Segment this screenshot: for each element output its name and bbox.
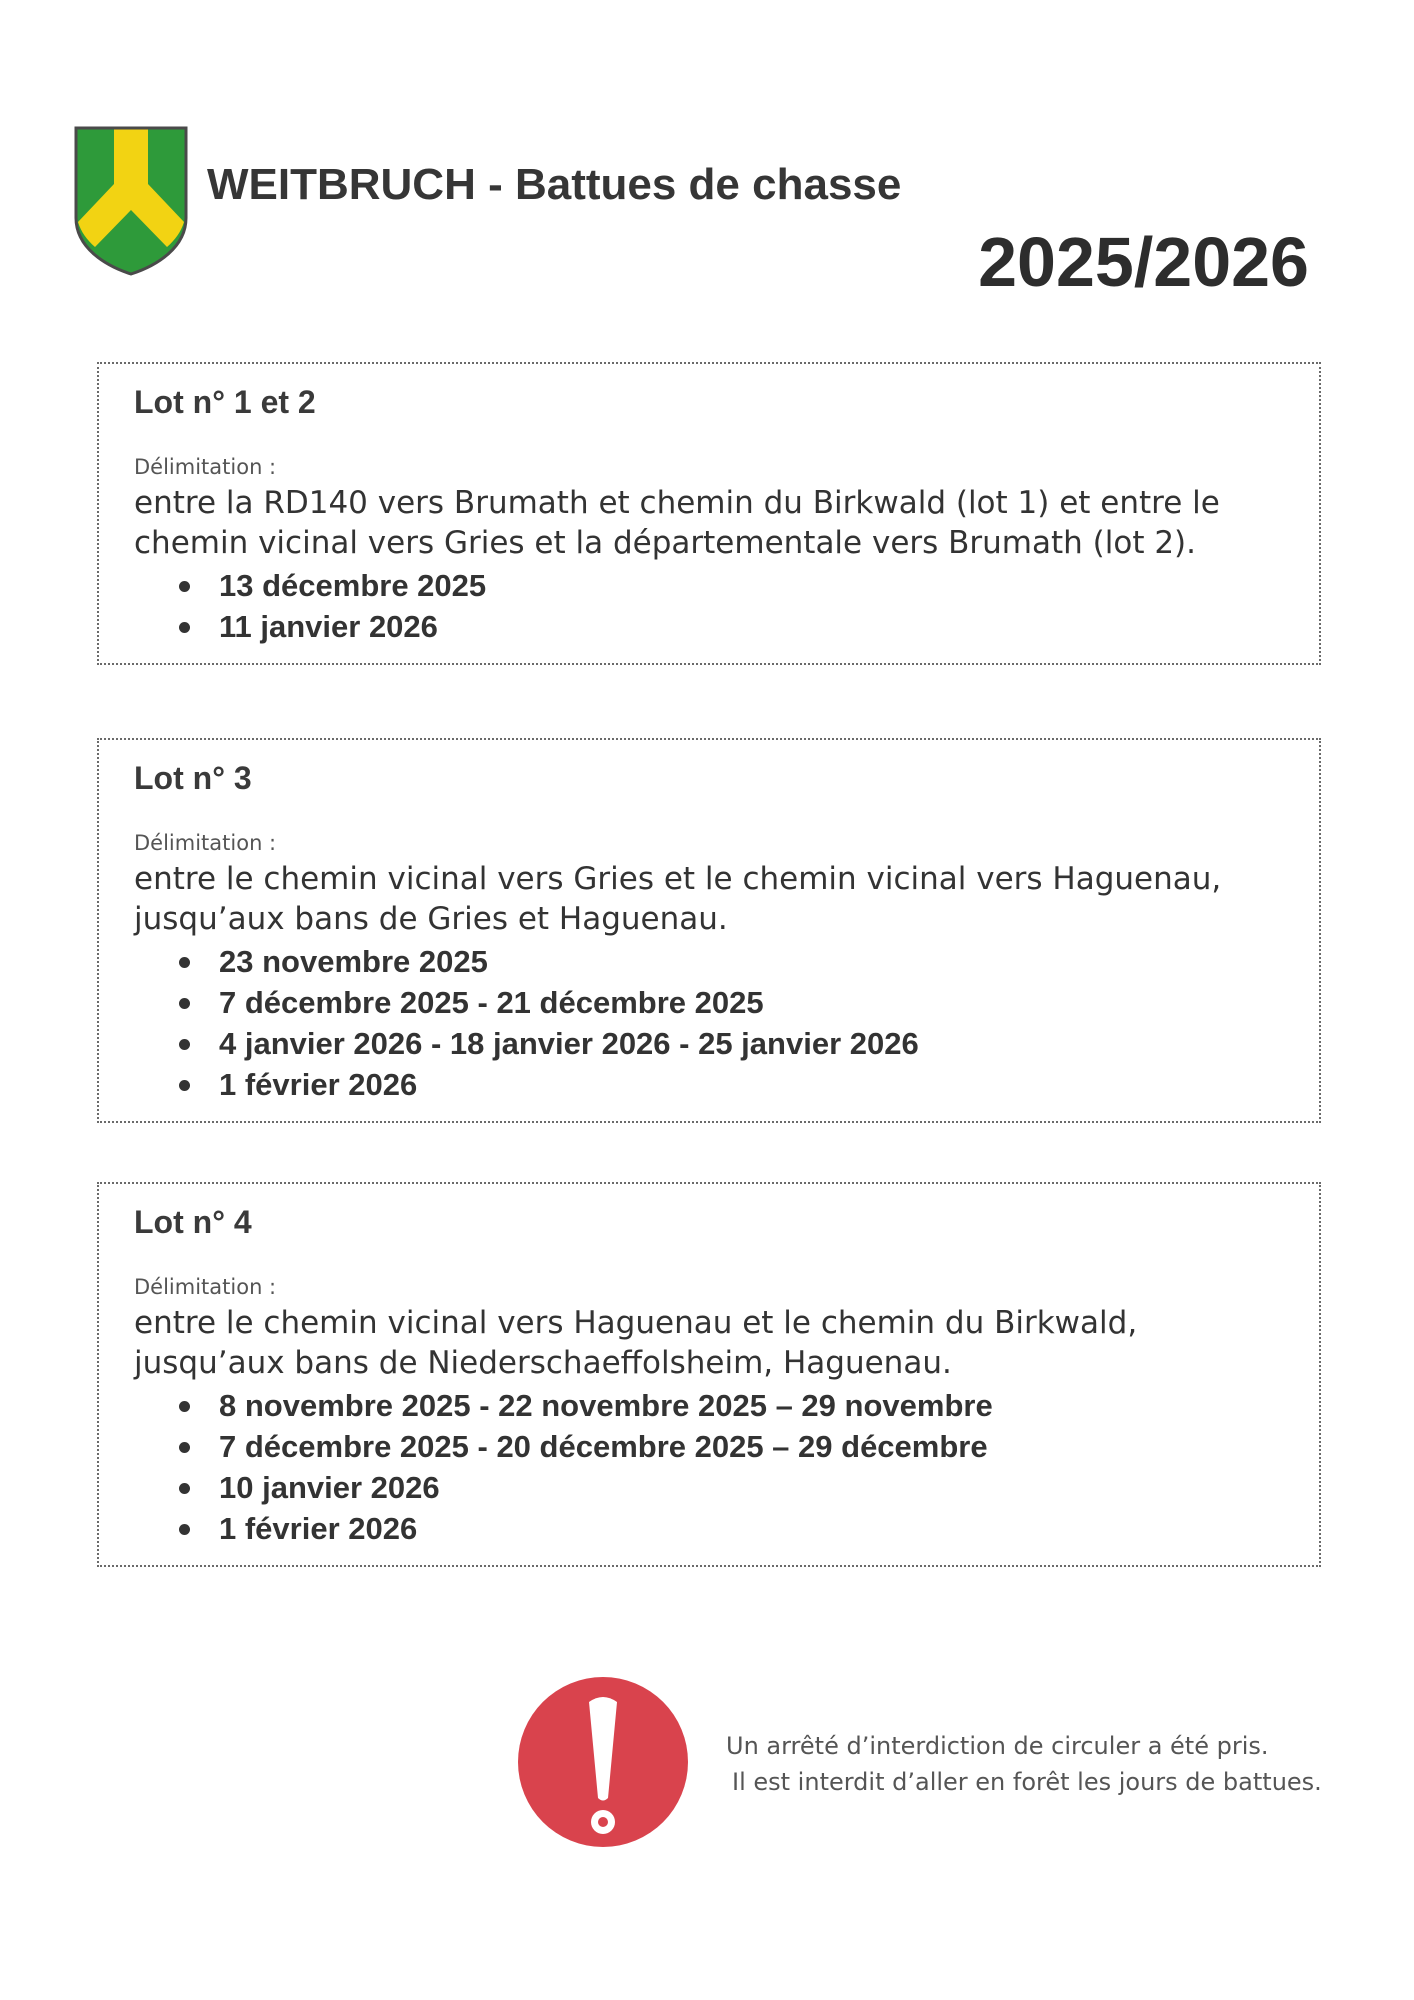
date-item: 7 décembre 2025 - 20 décembre 2025 – 29 décembre [134,1426,1289,1467]
date-item: 7 décembre 2025 - 21 décembre 2025 [134,982,1289,1023]
date-item: 1 février 2026 [134,1508,1289,1549]
delimitation-label: Délimitation : [134,831,277,855]
dates-list [134,1385,1289,1549]
date-item: 11 janvier 2026 [134,606,1289,647]
date-item: 1 février 2026 [134,1064,1289,1105]
dates-list [134,941,1289,1105]
delimitation-text: entre la RD140 vers Brumath et chemin du Birkwald (lot 1) et entre le chemin vicinal vers Gries et la départementale vers Brumath (lot 2). [134,485,1220,561]
notice-line-2: Il est interdit d’aller en forêt les jours de battues. [732,1768,1322,1796]
coat-of-arms-icon [74,126,188,276]
page-title: WEITBRUCH - Battues de chasse [207,160,902,209]
date-item: 23 novembre 2025 [134,941,1289,982]
lot-1-2-box [97,362,1321,665]
lot-title: Lot n° 4 [134,1204,252,1240]
lot-title: Lot n° 3 [134,760,252,796]
notice-line-1: Un arrêté d’interdiction de circuler a été pris. [726,1732,1269,1760]
traffic-ban-notice [726,1728,1322,1800]
exclamation-warning-icon [517,1676,689,1848]
lot-title: Lot n° 1 et 2 [134,384,316,420]
lot-4-box [97,1182,1321,1567]
lot-3-box [97,738,1321,1123]
dates-list [134,565,1289,647]
date-item: 13 décembre 2025 [134,565,1289,606]
delimitation-text: entre le chemin vicinal vers Haguenau et le chemin du Birkwald, jusqu’aux bans de Niederschaeffolsheim, Haguenau. [134,1305,1138,1381]
date-item: 8 novembre 2025 - 22 novembre 2025 – 29 novembre [134,1385,1289,1426]
delimitation-label: Délimitation : [134,1275,277,1299]
season-label: 2025/2026 [978,223,1309,301]
date-item: 10 janvier 2026 [134,1467,1289,1508]
date-item: 4 janvier 2026 - 18 janvier 2026 - 25 janvier 2026 [134,1023,1289,1064]
delimitation-label: Délimitation : [134,455,277,479]
delimitation-text: entre le chemin vicinal vers Gries et le chemin vicinal vers Haguenau, jusqu’aux bans de Gries et Haguenau. [134,861,1222,937]
